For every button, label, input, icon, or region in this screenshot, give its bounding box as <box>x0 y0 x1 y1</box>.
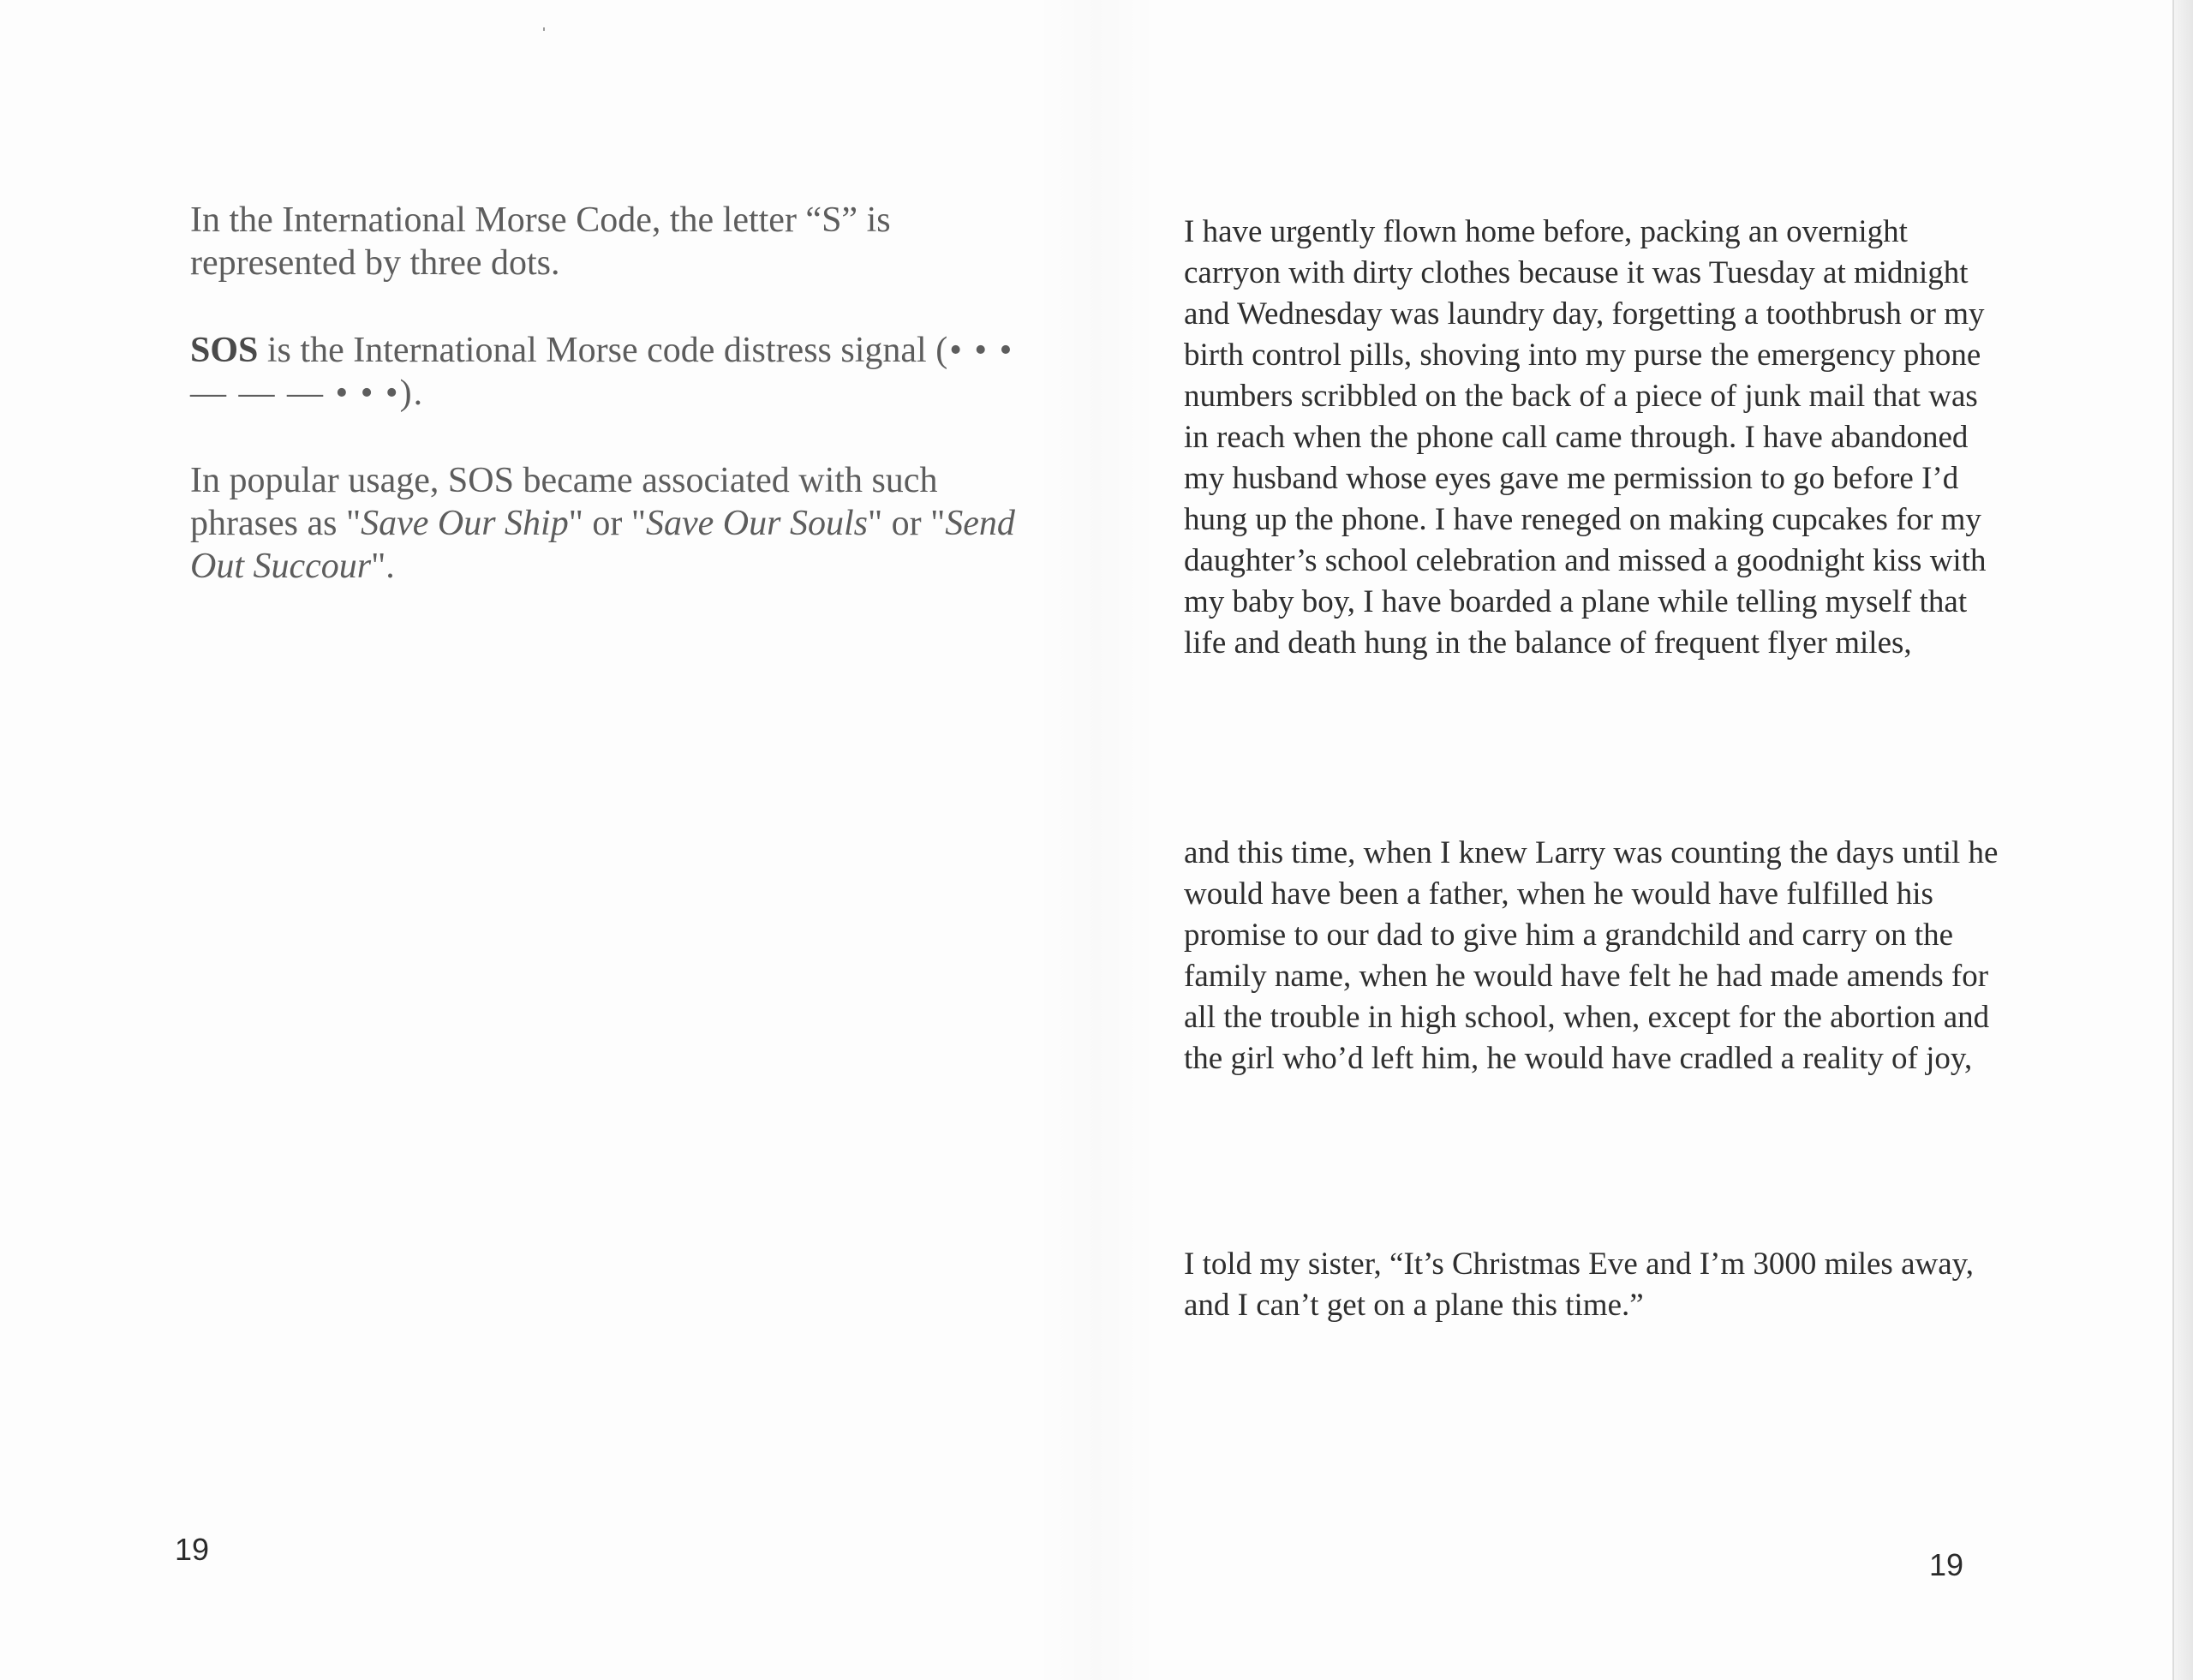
phrase-send-out-succour: Send Out Succour <box>190 504 1015 586</box>
poem-stanza-3 <box>1184 1244 2006 1326</box>
book-gutter <box>1037 0 1156 1680</box>
usage-between-1: " or " <box>568 504 647 543</box>
poem-stanza-1 <box>1184 212 2006 664</box>
usage-end: ". <box>371 547 395 586</box>
sos-term: SOS <box>190 331 259 370</box>
left-page-text <box>190 199 1030 632</box>
scan-speck <box>543 27 545 31</box>
stanza-3-text: I told my sister, “It’s Christmas Eve and I’m 3000 miles away, and I can’t get on a plane this time.” <box>1184 1247 1974 1323</box>
stanza-1-text: I have urgently flown home before, packing an overnight carryon with dirty clothes because it was Tuesday at midnight and Wednesday was laundry day, forgetting a toothbrush or my birth control pills, shoving into my purse the emergency phone numbers scribbled on the back of a piece of junk mail that was in reach when the phone call came through. I have abandoned my husband whose eyes gave me permission to go before I’d hung up the phone. I have reneged on making cupcakes for my daughter’s school celebration and missed a goodnight kiss with my baby boy, I have boarded a plane while telling myself that life and death hung in the balance of frequent flyer miles, <box>1184 214 1987 661</box>
sos-usage-paragraph <box>190 459 1030 588</box>
poem-stanza-2 <box>1184 833 2006 1079</box>
stanza-2-text: and this time, when I knew Larry was counting the days until he would have been a father, when he would have fulfilled his promise to our dad to give him a grandchild and carry on the family name, when he would have felt he had made amends for all the trouble in high school, when, except for the abortion and the girl who’d left him, he would have cradled a reality of joy, <box>1184 835 1999 1076</box>
sos-paragraph <box>190 329 1030 415</box>
right-page-number: 19 <box>1929 1547 1964 1582</box>
usage-between-2: " or " <box>868 504 946 543</box>
morse-signal: (• • • — — — • • •). <box>190 331 1014 413</box>
phrase-save-our-ship: Save Our Ship <box>361 504 569 543</box>
usage-intro: In popular usage, SOS became associated with such phrases as " <box>190 461 938 543</box>
morse-s-paragraph: In the International Morse Code, the letter “S” is represented by three dots. <box>190 200 891 283</box>
phrase-save-our-souls: Save Our Souls <box>646 504 868 543</box>
left-page-number: 19 <box>175 1532 210 1567</box>
sos-definition: is the International Morse code distress signal <box>258 331 936 370</box>
page-edge <box>2174 0 2193 1680</box>
